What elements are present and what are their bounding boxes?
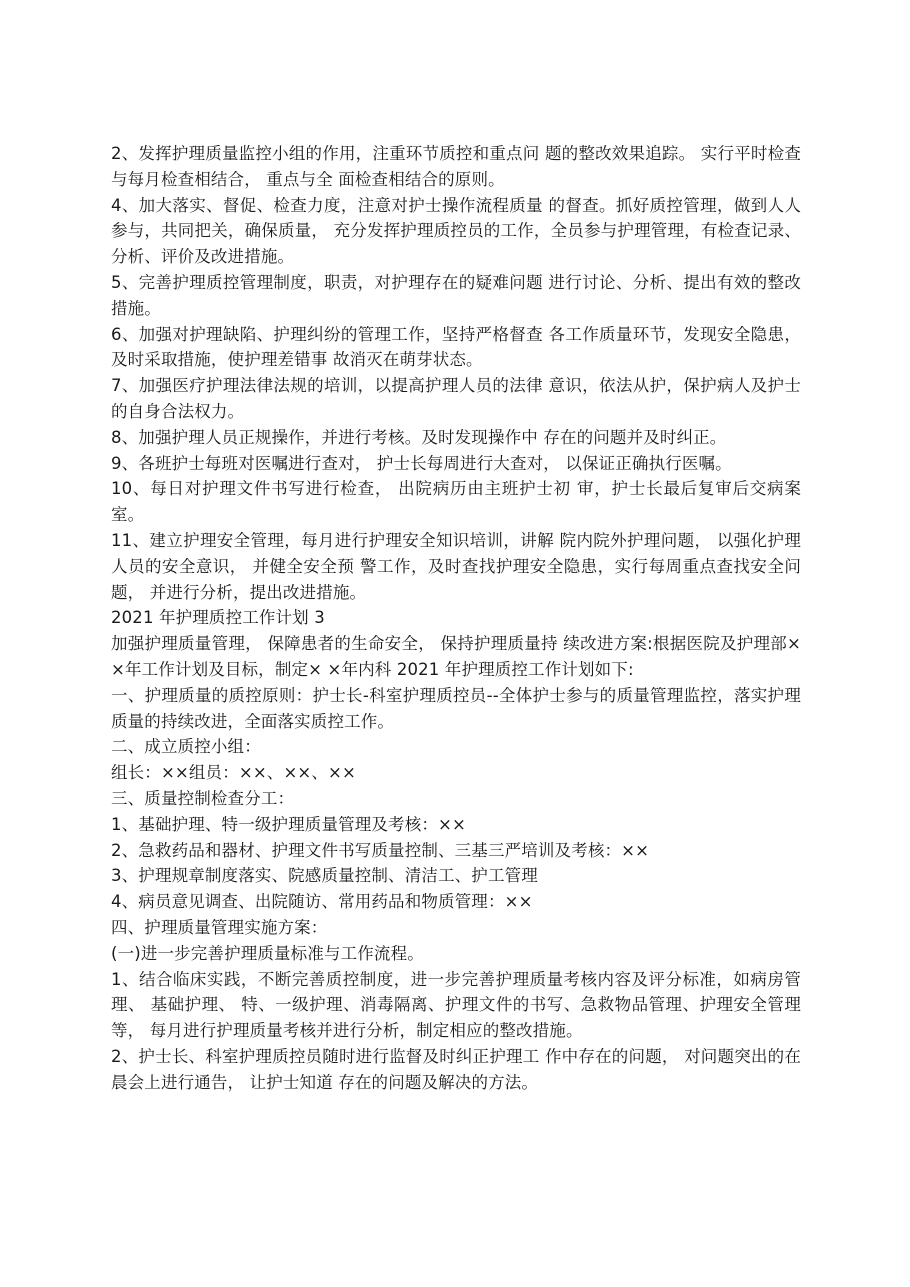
list-item-division-4: 4、病员意见调查、出院随访、常用药品和物质管理：×× — [111, 892, 533, 912]
heading-form-group: 二、成立质控小组： — [111, 737, 261, 757]
paragraph-item-4-inspection: 4、加大落实、督促、检查力度，注意对护士操作流程质量 的督查。抓好质控管理，做到人人参与，共同把关，确保质量， 充分发挥护理质控员的工作，全员参与护理管理，有检查记录、 分析、评价及改进措施。 — [111, 195, 801, 267]
paragraph-intro: 加强护理质量管理， 保障患者的生命安全， 保持护理质量持 续改进方案:根据医院及护理部××年工作计划及目标，制定× ×年内科 2021 年护理质控工作计划如下: — [111, 634, 801, 679]
paragraph-item-10-document-check: 10、每日对护理文件书写进行检查， 出院病历由主班护士初 审，护士长最后复审后交病案室。 — [111, 479, 801, 525]
list-item-division-2: 2、急救药品和器材、护理文件书写质量控制、三基三严培训及考核：×× — [111, 840, 650, 860]
paragraph-group-members: 组长：××组员：××、××、×× — [111, 763, 357, 783]
list-item-division-1: 1、基础护理、特一级护理质量管理及考核：×× — [111, 814, 466, 834]
paragraph-item-6-defects-disputes: 6、加强对护理缺陷、护理纠纷的管理工作，坚持严格督查 各工作质量环节，发现安全隐患，及时采取措施，使护理差错事 故消灭在萌芽状态。 — [111, 324, 801, 370]
paragraph-item-1-clinical-practice: 1、结合临床实践，不断完善质控制度，进一步完善护理质量考核内容及评分标准，如病房管理、 基础护理、 特、一级护理、消毒隔离、护理文件的书写、急救物品管理、护理安全管理等， 每月进行护理质量考核并进行分析，制定相应的整改措施。 — [111, 969, 801, 1041]
paragraph-item-2-head-nurse-supervision: 2、护士长、科室护理质控员随时进行监督及时纠正护理工 作中存在的问题， 对问题突出的在晨会上进行通告， 让护士知道 存在的问题及解决的方法。 — [111, 1046, 801, 1092]
paragraph-item-8-standard-operation: 8、加强护理人员正规操作，并进行考核。及时发现操作中 存在的问题并及时纠正。 — [111, 427, 727, 447]
paragraph-item-2-supervision-group: 2、发挥护理质量监控小组的作用，注重环节质控和重点问 题的整改效果追踪。 实行平时检查与每月检查相结合， 重点与全 面检查相结合的原则。 — [111, 144, 801, 189]
section-heading-plan-3: 2021 年护理质控工作计划 3 — [111, 608, 325, 628]
heading-implementation-plan: 四、护理质量管理实施方案： — [111, 917, 328, 937]
paragraph-item-5-management-system: 5、完善护理质控管理制度，职责，对护理存在的疑难问题 进行讨论、分析、提出有效的整改措施。 — [111, 272, 801, 318]
document-body — [111, 141, 801, 1095]
heading-division-of-work: 三、质量控制检查分工： — [111, 788, 295, 808]
paragraph-item-9-order-check: 9、各班护士每班对医嘱进行查对， 护士长每周进行大查对， 以保证正确执行医嘱。 — [111, 453, 732, 473]
list-item-division-3: 3、护理规章制度落实、院感质量控制、清洁工、护工管理 — [111, 866, 538, 886]
paragraph-item-7-legal-training: 7、加强医疗护理法律法规的培训，以提高护理人员的法律 意识，依法从护，保护病人及护士的自身合法权力。 — [111, 376, 801, 421]
subheading-standards-workflow: (一)进一步完善护理质量标准与工作流程。 — [111, 943, 424, 963]
paragraph-item-11-safety-management: 11、建立护理安全管理，每月进行护理安全知识培训，讲解 院内院外护理问题， 以强化护理人员的安全意识， 并健全安全预 警工作，及时查找护理安全隐患，实行每周重点查找安全问题， 并进行分析，提出改进措施。 — [111, 530, 801, 602]
paragraph-principle: 一、护理质量的质控原则：护士长-科室护理质控员--全体护士参与的质量管理监控，落实护理质量的持续改进，全面落实质控工作。 — [111, 685, 801, 731]
